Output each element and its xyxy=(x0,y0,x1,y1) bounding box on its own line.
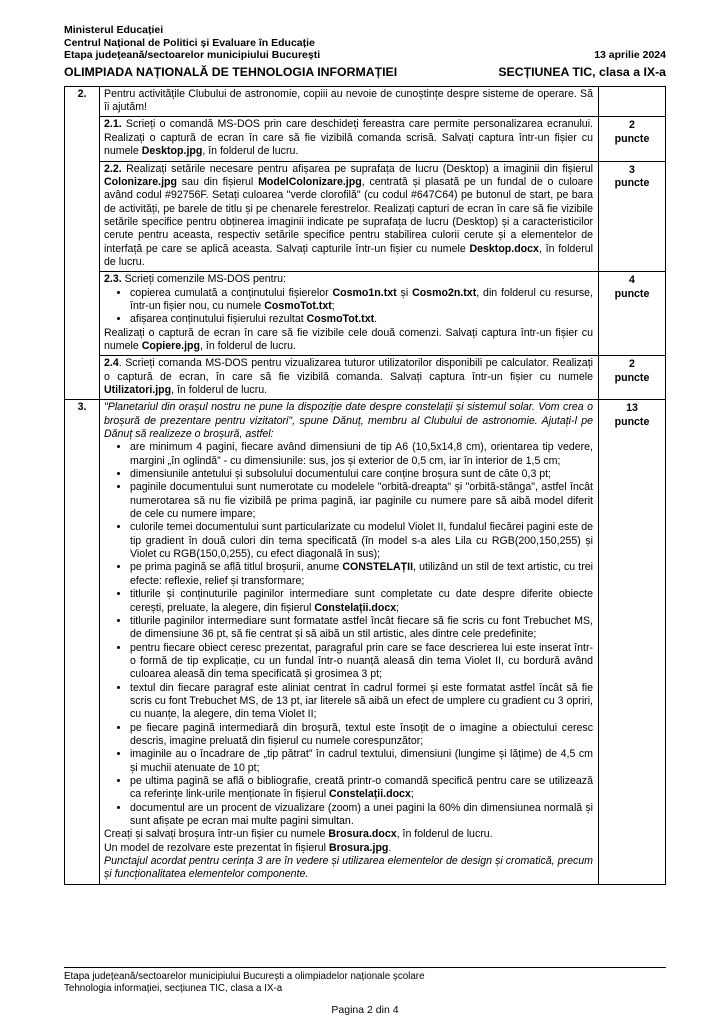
task3-closing-save: Creați și salvați broșura într-un fișier cu numele Brosura.docx, în folderul de lucru. xyxy=(104,828,493,841)
task2-sub1-text: 2.1. Scrieți o comandă MS-DOS prin care deschideți fereastra care permite personalizarea ecranului. Realizați o captură de ecran în care să fie vizibilă comanda scrisă. Salvați captura într-un fișier cu numele Desktop.jpg, în folderul de lucru. xyxy=(100,117,599,161)
list-item: • are minimum 4 pagini, fiecare având dimensiuni de tip A6 (10,5x14,8 cm), orientarea tip vedere, margini „în oglindă” - cu dimensiunile: sus, jos și exterior de 0,5 cm, iar în interior de 1,5 cm; xyxy=(130,441,593,468)
list-item: • paginile documentului sunt numerotate cu modelele "orbită-dreapta" și "orbită-stânga", astfel încât numerotarea să nu fie vizibilă pe prima pagină, iar paginile cu numere pare să aibă model diferit de cele cu numere impare; xyxy=(130,481,593,521)
list-item: • culorile temei documentului sunt particularizate cu modelul Violet II, fundalul fiecărei pagini este de tip gradient în două culori din tema specificată (în model s-a ales Lila cu RGB(200,150,255) și Violet cu RGB(150,0,255), cu efect diagonală în sus); xyxy=(130,521,593,561)
task2-sub2-row xyxy=(65,161,666,272)
task2-sub2-points xyxy=(599,161,666,272)
task3-points xyxy=(599,400,666,884)
points-label: puncte xyxy=(614,415,650,428)
list-item: • dimensiunile antetului și subsolului documentului care conține broșura sunt de câte 0,3 pt; xyxy=(130,468,593,481)
task2-sub3-points xyxy=(599,272,666,356)
page-header xyxy=(64,24,666,79)
points-value: 4 xyxy=(629,274,635,287)
list-item: • afișarea conținutului fișierului rezultat CosmoTot.txt. xyxy=(130,313,593,326)
points-value: 2 xyxy=(629,358,635,371)
task2-sub3-lead: 2.3. Scrieți comenzile MS-DOS pentru: xyxy=(104,273,286,286)
task3-number: 3. xyxy=(65,400,100,884)
list-item: • textul din fiecare paragraf este aliniat centrat în cadrul formei și este formatat astfel încât să fie scris cu font Trebuchet MS, de 13 pt, iar literele să aibă un efect de umplere cu gradient cu 3 opriri, cu nuanțe, la alegere, din tema Violet II; xyxy=(130,682,593,722)
task2-sub4-points xyxy=(599,356,666,400)
center-line: Centrul Național de Politici și Evaluare în Educație xyxy=(64,36,315,49)
list-item: • pe prima pagină se află titlul broșurii, anume CONSTELAȚII, utilizând un stil de text artistic, cu trei efecte: reflexie, relief și transformare; xyxy=(130,561,593,588)
list-item: • pe ultima pagină se află o bibliografie, creată printr-o comandă specifică pentru care se utilizează ca referințe link-urile menționate în fișierul Constelații.docx; xyxy=(130,775,593,802)
ministry-line: Ministerul Educației xyxy=(64,24,164,36)
task3-intro: "Planetariul din orașul nostru ne pune la dispoziție date despre constelații și sistemul solar. Vom crea o broșură de prezentare pentru vizitatori", spune Dănuț, membru al Clubului de astronomie. Ajutați-l pe Dănuț să realizeze o broșură, astfel: xyxy=(104,401,593,441)
title-row xyxy=(64,65,666,79)
list-item: • pe fiecare pagină intermediară din broșură, textul este însoțit de o imagine a obiectului ceresc descris, imagine preluată din fișierul cu numele corespunzător; xyxy=(130,722,593,749)
task2-sub3-cell xyxy=(100,272,599,356)
task2-intro-text: Pentru activitățile Clubului de astronomie, copiii au nevoie de cunoștințe despre sisteme de operare. Să îi ajutăm! xyxy=(100,86,599,117)
task3-bullet-list xyxy=(104,441,593,828)
list-item: • imaginile au o încadrare de „tip pătrat” în cadrul textului, dimensiuni (lungime și lățime) de 4,5 cm și muchii atenuate de 10 pt; xyxy=(130,748,593,775)
task3-row xyxy=(65,400,666,884)
task2-number: 2. xyxy=(65,86,100,400)
points-label: puncte xyxy=(614,176,650,189)
task2-sub1-points xyxy=(599,117,666,161)
list-item: • documentul are un procent de vizualizare (zoom) a unei pagini la 60% din dimensiunea normală și sunt afișate pe ecran mai multe pagini simultan. xyxy=(130,802,593,829)
list-item: • titlurile și conținuturile paginilor intermediare sunt completate cu date despre diferite obiecte cerești, preluate, la alegere, din fișierul Constelații.docx; xyxy=(130,588,593,615)
task2-sub3-bullet-list xyxy=(104,287,593,327)
task2-sub3-tail: Realizați o captură de ecran în care să fie vizibile cele două comenzi. Salvați captura într-un fișier cu numele Copiere.jpg, în folderul de lucru. xyxy=(104,326,593,352)
olympiad-title: OLIMPIADA NAȚIONALĂ DE TEHNOLOGIA INFORMAȚIEI xyxy=(64,64,398,79)
tasks-table xyxy=(64,86,666,885)
task2-intro-points-cell xyxy=(599,86,666,117)
task3-closing-model: Un model de rezolvare este prezentat în fișierul Brosura.jpg. xyxy=(104,841,392,854)
task3-note: Punctajul acordat pentru cerința 3 are în vedere și utilizarea elementelor de design și cromatică, precum și funcționalitatea elementelor componente. xyxy=(104,855,593,881)
footer-stage-line: Etapa județeană/sectoarelor municipiului București a olimpiadelor naționale școlare xyxy=(64,970,425,982)
points-value: 13 xyxy=(626,402,638,415)
stage-row xyxy=(64,49,666,62)
task2-sub2-text: 2.2. Realizați setările necesare pentru afișarea pe suprafața de lucru (Desktop) a imaginii din fișierul Colonizare.jpg sau din fișierul ModelColonizare.jpg, centrată și plasată pe un fundal de o culoare având codul #92756F. Setați culoarea "verde clorofilă" (cu codul #647C64) pe butonul de start, pe bara de activități, pe barele de titlu și pe chenarele ferestrelor. Realizați capturi de ecran în care să fie vizibile setările specifice pentru obținerea imaginii indicate pe suprafața de lucru (Desktop) și a caracteristicilor cerute pentru aceasta, respectiv setările specifice pentru stabilirea culorii cerute și a elementelor de interfață pe care se aplică aceasta. Salvați capturile într-un fișier cu numele Desktop.docx, în folderul de lucru. xyxy=(100,161,599,272)
task2-sub1-row xyxy=(65,117,666,161)
task2-sub4-row xyxy=(65,356,666,400)
list-item: • copierea cumulată a conținutului fișierelor Cosmo1n.txt și Cosmo2n.txt, din folderul cu resurse, într-un fișier nou, cu numele CosmoTot.txt; xyxy=(130,287,593,314)
date-label: 13 aprilie 2024 xyxy=(594,49,666,62)
task2-sub3-row xyxy=(65,272,666,356)
points-value: 2 xyxy=(629,119,635,132)
footer-subject-line: Tehnologia informației, secțiunea TIC, clasa a IX-a xyxy=(64,983,283,995)
points-label: puncte xyxy=(614,371,650,384)
task2-sub4-text: 2.4. Scrieți comanda MS-DOS pentru vizualizarea tuturor utilizatorilor disponibili pe calculator. Realizați o captură de ecran, în care să fie vizibilă comanda. Salvați captura într-un fișier cu numele Utilizatori.jpg, în folderul de lucru. xyxy=(100,356,599,400)
task3-cell xyxy=(100,400,599,884)
points-label: puncte xyxy=(614,287,650,300)
points-label: puncte xyxy=(614,132,650,145)
points-value: 3 xyxy=(629,163,635,176)
stage-label: Etapa județeană/sectoarelor municipiului București xyxy=(64,49,321,62)
list-item: • titlurile paginilor intermediare sunt formatate astfel încât fiecare să fie scris cu font Trebuchet MS, de dimensiune 36 pt, să fie centrat și să aibă un stil artistic, ales dintre cele predefinite; xyxy=(130,615,593,642)
section-title: SECȚIUNEA TIC, clasa a IX-a xyxy=(498,64,666,79)
list-item: • pentru fiecare obiect ceresc prezentat, paragraful prin care se face descrierea lui este inserat într-o formă de tip explicație, cu un fundal într-o nuanță aleasă din tema Violet II, cu bordură având culoarea aleasă din tema specificată și grosimea 3 pt; xyxy=(130,642,593,682)
page-footer xyxy=(64,967,666,1016)
task2-intro-row xyxy=(65,86,666,117)
page-number: Pagina 2 din 4 xyxy=(331,1004,399,1016)
footer-divider xyxy=(64,967,666,968)
